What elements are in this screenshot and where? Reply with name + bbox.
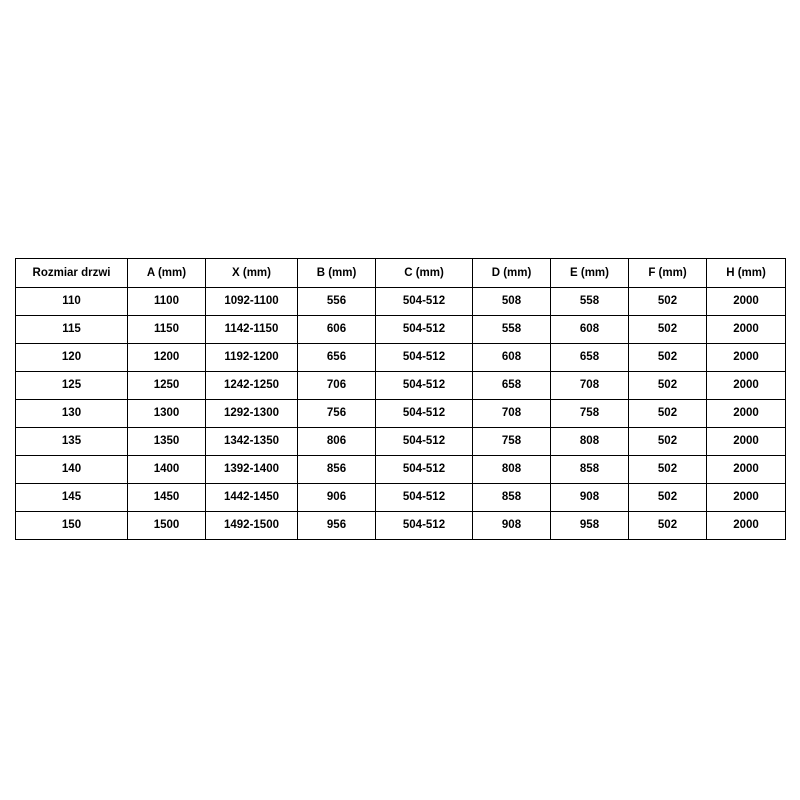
table-cell: 1292-1300 (206, 400, 298, 428)
table-cell: 502 (629, 428, 707, 456)
table-cell: 502 (629, 456, 707, 484)
table-row (16, 428, 786, 456)
table-cell: 504-512 (376, 288, 473, 316)
table-cell: 908 (551, 484, 629, 512)
table-cell: 120 (16, 344, 128, 372)
table-cell: 1450 (128, 484, 206, 512)
table-cell: 110 (16, 288, 128, 316)
table-cell: 145 (16, 484, 128, 512)
column-header-f: F (mm) (629, 259, 707, 288)
table-cell: 1492-1500 (206, 512, 298, 540)
table-cell: 504-512 (376, 512, 473, 540)
table-cell: 1250 (128, 372, 206, 400)
table-cell: 502 (629, 512, 707, 540)
table-cell: 758 (551, 400, 629, 428)
table-cell: 608 (551, 316, 629, 344)
table-cell: 504-512 (376, 428, 473, 456)
table-cell: 1300 (128, 400, 206, 428)
table-row (16, 400, 786, 428)
table-cell: 956 (298, 512, 376, 540)
column-header-e: E (mm) (551, 259, 629, 288)
table-cell: 502 (629, 316, 707, 344)
table-cell: 658 (551, 344, 629, 372)
table-cell: 2000 (707, 372, 786, 400)
table-cell: 858 (473, 484, 551, 512)
table-cell: 708 (551, 372, 629, 400)
table-row (16, 344, 786, 372)
table-cell: 1200 (128, 344, 206, 372)
table-cell: 2000 (707, 456, 786, 484)
table-cell: 1400 (128, 456, 206, 484)
table-cell: 958 (551, 512, 629, 540)
table-cell: 608 (473, 344, 551, 372)
table-cell: 504-512 (376, 456, 473, 484)
table-cell: 1150 (128, 316, 206, 344)
table-cell: 1500 (128, 512, 206, 540)
table-row (16, 512, 786, 540)
table-cell: 906 (298, 484, 376, 512)
table-row (16, 316, 786, 344)
column-header-rozmiar-drzwi: Rozmiar drzwi (16, 259, 128, 288)
table-cell: 656 (298, 344, 376, 372)
table-cell: 558 (473, 316, 551, 344)
table-cell: 140 (16, 456, 128, 484)
column-header-a: A (mm) (128, 259, 206, 288)
table-cell: 2000 (707, 344, 786, 372)
table-row (16, 484, 786, 512)
table-cell: 2000 (707, 428, 786, 456)
table-cell: 504-512 (376, 400, 473, 428)
column-header-c: C (mm) (376, 259, 473, 288)
table-cell: 1092-1100 (206, 288, 298, 316)
table-row (16, 372, 786, 400)
table-cell: 2000 (707, 400, 786, 428)
door-size-specification-table (15, 258, 786, 540)
table-cell: 135 (16, 428, 128, 456)
column-header-d: D (mm) (473, 259, 551, 288)
table-cell: 504-512 (376, 372, 473, 400)
specification-table-container (15, 258, 785, 540)
table-row (16, 456, 786, 484)
table-cell: 502 (629, 484, 707, 512)
table-cell: 2000 (707, 316, 786, 344)
table-cell: 858 (551, 456, 629, 484)
table-cell: 606 (298, 316, 376, 344)
table-cell: 1442-1450 (206, 484, 298, 512)
table-cell: 706 (298, 372, 376, 400)
table-cell: 2000 (707, 512, 786, 540)
table-cell: 806 (298, 428, 376, 456)
table-cell: 2000 (707, 484, 786, 512)
table-header-row (16, 259, 786, 288)
table-cell: 556 (298, 288, 376, 316)
table-cell: 502 (629, 372, 707, 400)
table-cell: 1350 (128, 428, 206, 456)
table-cell: 808 (473, 456, 551, 484)
table-cell: 908 (473, 512, 551, 540)
table-cell: 508 (473, 288, 551, 316)
table-cell: 502 (629, 344, 707, 372)
table-cell: 1242-1250 (206, 372, 298, 400)
table-cell: 2000 (707, 288, 786, 316)
column-header-h: H (mm) (707, 259, 786, 288)
table-cell: 1342-1350 (206, 428, 298, 456)
table-cell: 125 (16, 372, 128, 400)
table-cell: 504-512 (376, 316, 473, 344)
table-row (16, 288, 786, 316)
table-cell: 558 (551, 288, 629, 316)
column-header-x: X (mm) (206, 259, 298, 288)
table-cell: 504-512 (376, 344, 473, 372)
table-cell: 1192-1200 (206, 344, 298, 372)
table-cell: 130 (16, 400, 128, 428)
column-header-b: B (mm) (298, 259, 376, 288)
table-cell: 502 (629, 400, 707, 428)
table-cell: 758 (473, 428, 551, 456)
table-cell: 708 (473, 400, 551, 428)
table-cell: 1100 (128, 288, 206, 316)
table-cell: 756 (298, 400, 376, 428)
table-cell: 502 (629, 288, 707, 316)
table-cell: 115 (16, 316, 128, 344)
table-cell: 1142-1150 (206, 316, 298, 344)
table-cell: 504-512 (376, 484, 473, 512)
table-cell: 1392-1400 (206, 456, 298, 484)
table-cell: 658 (473, 372, 551, 400)
table-cell: 856 (298, 456, 376, 484)
table-cell: 808 (551, 428, 629, 456)
table-cell: 150 (16, 512, 128, 540)
